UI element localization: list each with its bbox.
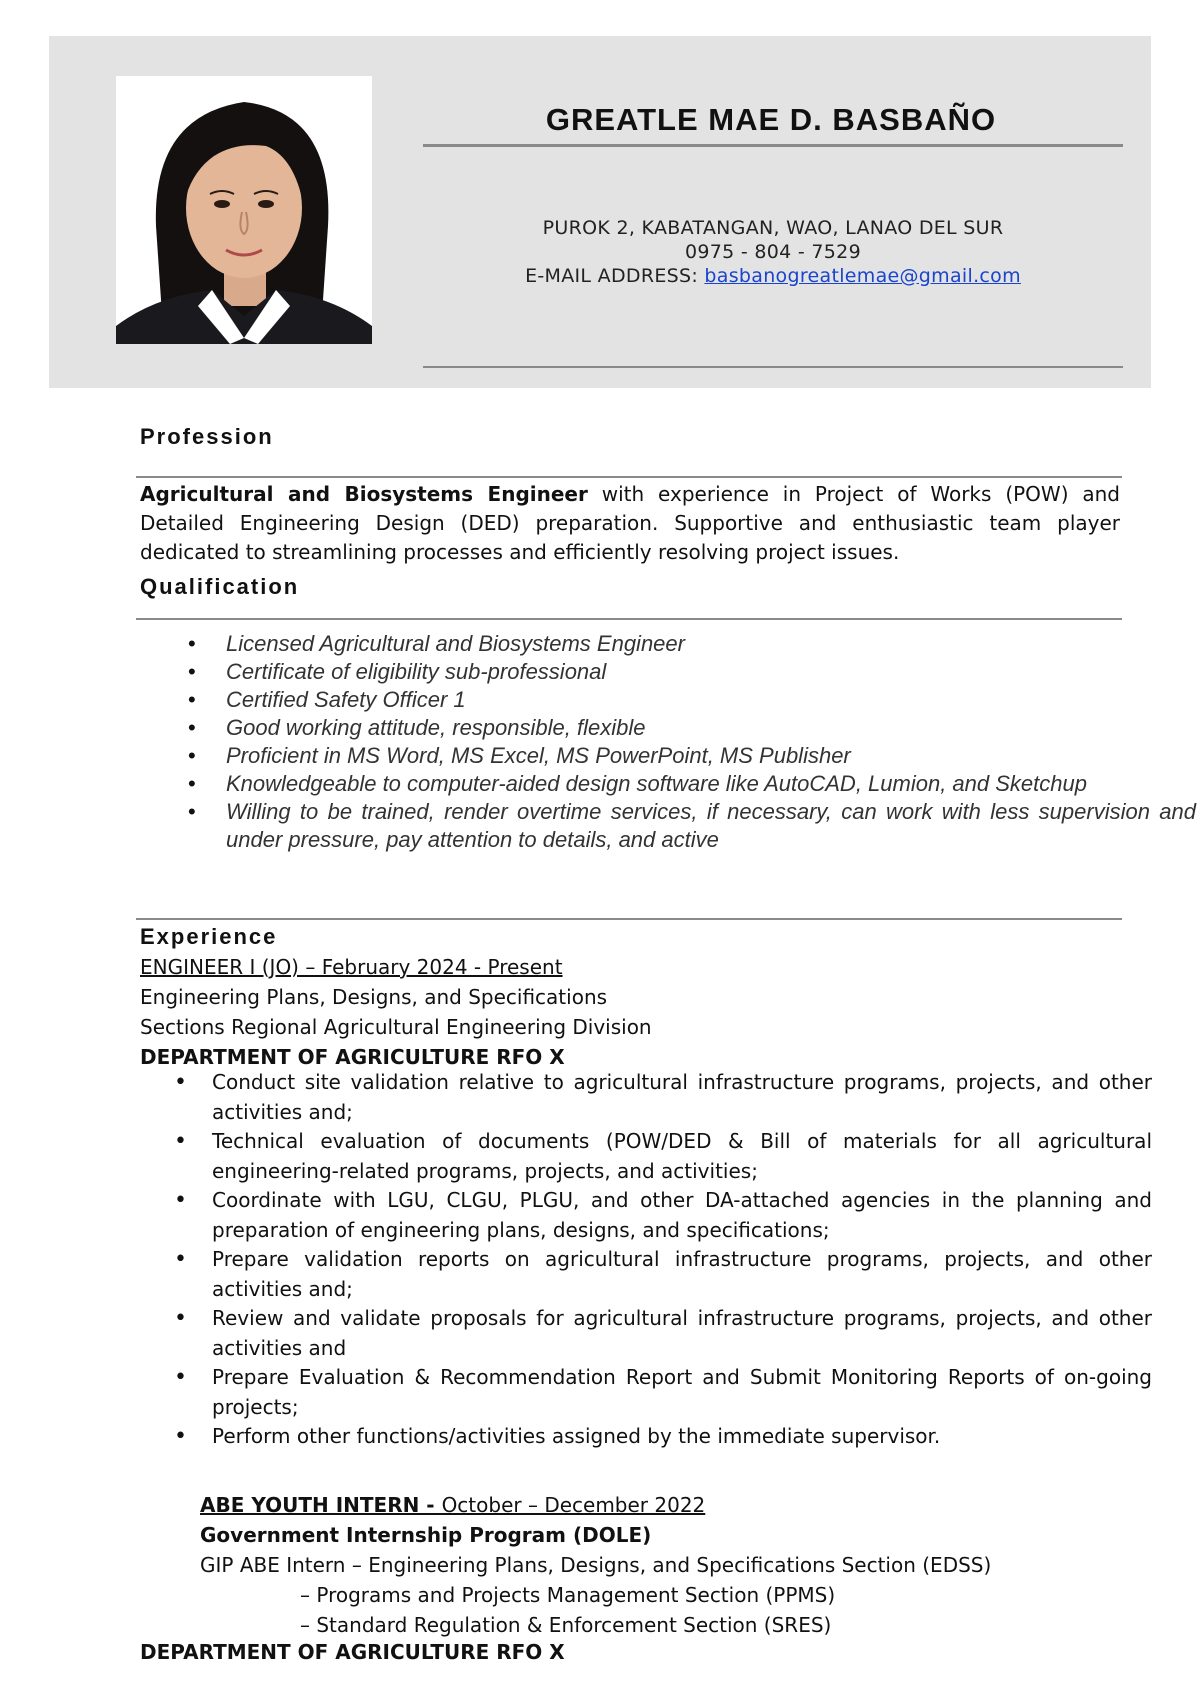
list-item: • Certificate of eligibility sub-professional bbox=[226, 658, 1196, 686]
job-organization: DEPARTMENT OF AGRICULTURE RFO X bbox=[140, 1045, 565, 1069]
email-label: E-MAIL ADDRESS: bbox=[525, 265, 705, 287]
qualification-list bbox=[188, 630, 1196, 854]
list-item: • Licensed Agricultural and Biosystems Engineer bbox=[226, 630, 1196, 658]
candidate-name: GREATLE MAE D. BASBAÑO bbox=[545, 102, 997, 137]
intern-line1: GIP ABE Intern – Engineering Plans, Designs, and Specifications Section (EDSS) bbox=[200, 1553, 992, 1577]
list-item: • Coordinate with LGU, CLGU, PLGU, and other DA-attached agencies in the planning and preparation of engineering plans, designs, and specifications; bbox=[212, 1186, 1152, 1245]
section-title-experience: Experience bbox=[140, 924, 278, 949]
job-period: – February 2024 - Present bbox=[298, 955, 563, 979]
intern-position: ABE YOUTH INTERN - bbox=[200, 1493, 442, 1517]
intern-line3: – Standard Regulation & Enforcement Section (SRES) bbox=[300, 1613, 832, 1637]
profile-photo-illustration bbox=[116, 76, 372, 344]
address: PUROK 2, KABATANGAN, WAO, LANAO DEL SUR bbox=[542, 217, 1004, 239]
intern-organization: DEPARTMENT OF AGRICULTURE RFO X bbox=[140, 1640, 565, 1664]
list-item: • Technical evaluation of documents (POW/DED & Bill of materials for all agricultural engineering-related programs, projects, and activities; bbox=[212, 1127, 1152, 1186]
intern-period: October – December 2022 bbox=[441, 1493, 706, 1517]
list-item: • Prepare validation reports on agricultural infrastructure programs, projects, and other activities and; bbox=[212, 1245, 1152, 1304]
email-line bbox=[423, 264, 1123, 288]
list-item: • Prepare Evaluation & Recommendation Report and Submit Monitoring Reports of on-going projects; bbox=[212, 1363, 1152, 1422]
email-link[interactable]: basbanogreatlemae@gmail.com bbox=[704, 265, 1021, 287]
profession-body: with experience in Project of Works (POW) and Detailed Engineering Design (DED) preparation. Supportive and enthusiastic team player dedicated to streamlining processes and efficiently resolving project issues. bbox=[140, 482, 1121, 564]
list-item: • Knowledgeable to computer-aided design software like AutoCAD, Lumion, and Sketchup bbox=[226, 770, 1196, 798]
job-duties-list bbox=[174, 1068, 1152, 1452]
job-position: ENGINEER I (JO) bbox=[140, 955, 299, 979]
job-unit-line1: Engineering Plans, Designs, and Specifications bbox=[140, 985, 608, 1009]
job-engineer-header bbox=[140, 952, 1130, 1072]
intern-program: Government Internship Program (DOLE) bbox=[200, 1523, 652, 1547]
intern-line2: – Programs and Projects Management Section (PPMS) bbox=[300, 1583, 836, 1607]
list-item: • Willing to be trained, render overtime services, if necessary, can work with less supervision and under pressure, pay attention to details, and active bbox=[226, 798, 1196, 854]
header-panel bbox=[49, 36, 1151, 388]
profile-photo bbox=[116, 76, 372, 344]
divider-qualification bbox=[136, 618, 1122, 620]
phone-number: 0975 - 804 - 7529 bbox=[685, 241, 861, 263]
profession-lead: Agricultural and Biosystems Engineer bbox=[140, 482, 588, 506]
intern-title-line bbox=[200, 1490, 1100, 1520]
divider-experience bbox=[136, 918, 1122, 920]
list-item: • Certified Safety Officer 1 bbox=[226, 686, 1196, 714]
section-title-qualification: Qualification bbox=[140, 574, 300, 599]
list-item: • Review and validate proposals for agricultural infrastructure programs, projects, and other activities and bbox=[212, 1304, 1152, 1363]
section-title-profession: Profession bbox=[140, 424, 274, 449]
job-unit-line2: Sections Regional Agricultural Engineering Division bbox=[140, 1015, 652, 1039]
contact-info bbox=[423, 216, 1123, 288]
divider-profession bbox=[136, 476, 1122, 478]
list-item: • Conduct site validation relative to agricultural infrastructure programs, projects, and other activities and; bbox=[212, 1068, 1152, 1127]
job-title-line bbox=[140, 952, 1130, 982]
list-item: • Good working attitude, responsible, flexible bbox=[226, 714, 1196, 742]
job-intern-block bbox=[200, 1490, 1100, 1640]
header-rule-top bbox=[423, 144, 1123, 147]
profession-summary bbox=[140, 480, 1120, 567]
header-rule-bottom bbox=[423, 366, 1123, 368]
list-item: • Proficient in MS Word, MS Excel, MS PowerPoint, MS Publisher bbox=[226, 742, 1196, 770]
list-item: • Perform other functions/activities assigned by the immediate supervisor. bbox=[212, 1422, 1152, 1452]
